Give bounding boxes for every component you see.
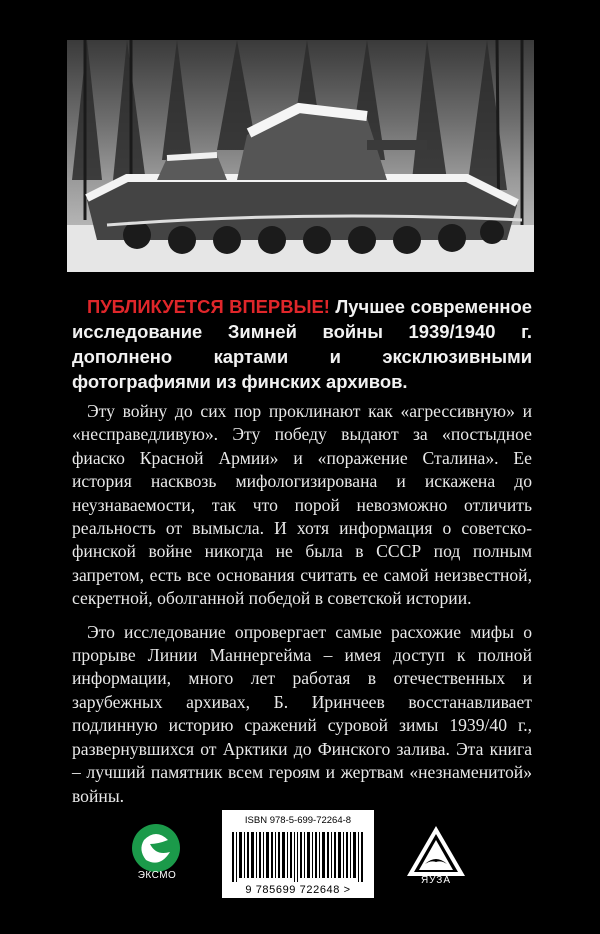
paragraph-1: Эту войну до сих пор проклинают как «агрессивную» и «несправедливую». Эту победу выдают за «постыдное фиаско Красной Армии» и «поражение Сталина». Ее история насквозь мифологизирована и искажена до неузнаваемости, так что порой невозможно отличить реальность от вымысла. И хотя информация о советско-финской войне никогда не была в СССР под полным запретом, есть все основания считать ее самой неизвестной, секретной, оболганной победой в советской истории.: [72, 401, 532, 609]
yauza-logo-label: ЯУЗА: [420, 875, 452, 886]
isbn-text: ISBN 978-5-699-72264-8: [244, 815, 352, 826]
yauza-logo-icon: [403, 824, 469, 882]
barcode-digits: 9 785699 722648 >: [245, 884, 351, 896]
description-text: [72, 294, 532, 818]
lead-text: Лучшее современное исследование Зимней войны 1939/1940 г. дополнено картами и эксклюзивными фотографиями из финских архивов.: [72, 296, 533, 392]
cover-photo: [67, 40, 534, 272]
barcode-icon: [232, 832, 364, 882]
paragraph-2: Это исследование опровергает самые расхожие мифы о прорыве Линии Маннергейма – имея доступ к полной информации, много лет работая в отечественных и зарубежных архивах, Б. Иринчеев восстанавливает подлинную историю сражений суровой зимы 1939/40 г., развернувшихся от Арктики до Финского залива. Эта книга – лучший памятник всем героям и жертвам «незнаменитой» войны.: [72, 621, 532, 806]
lead-paragraph: [72, 294, 532, 394]
eksmo-logo-label: ЭКСМО: [137, 870, 177, 881]
barcode-box: [222, 810, 374, 898]
tank-in-snow-photo: [67, 40, 534, 272]
lead-highlight: ПУБЛИКУЕТСЯ ВПЕРВЫЕ!: [87, 296, 330, 317]
